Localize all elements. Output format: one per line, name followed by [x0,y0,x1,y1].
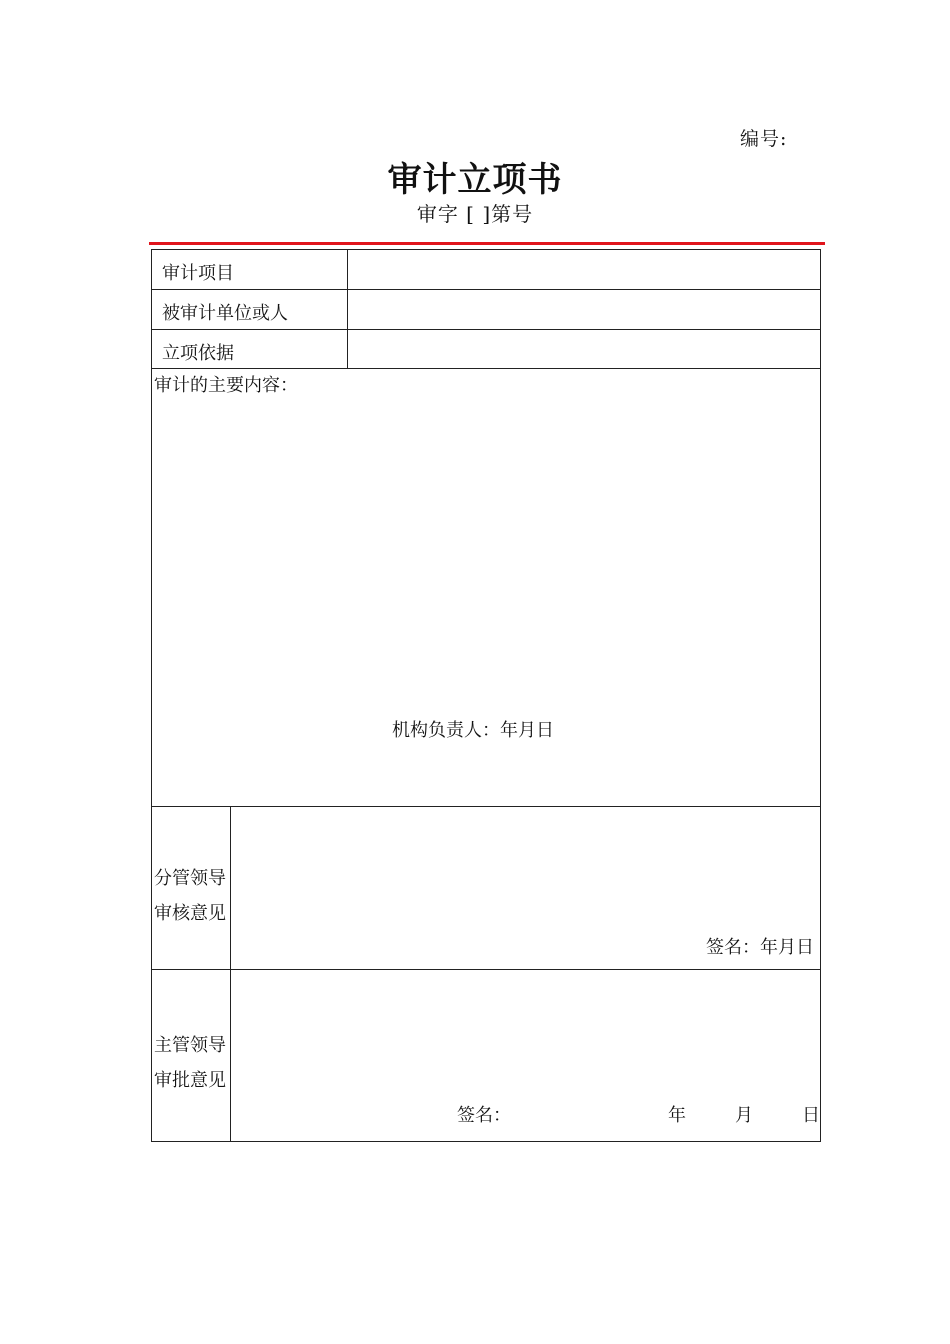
audited-unit-field[interactable] [348,290,820,329]
supervisor-opinion-label-line2: 审核意见 [154,903,226,924]
audit-form-table [151,249,821,1142]
opinion-column-divider [230,806,231,1141]
director-sign-month: 月 [735,1105,753,1126]
label-column-divider [347,250,348,368]
main-content-label: 审计的主要内容： [154,375,298,396]
director-opinion-field[interactable] [232,970,820,1098]
supervisor-signature: 签名：年月日 [706,937,814,958]
director-opinion-label-line2: 审批意见 [154,1070,226,1091]
audited-unit-label: 被审计单位或人 [162,303,288,324]
main-content-field[interactable] [152,395,820,705]
project-basis-field[interactable] [348,330,820,368]
supervisor-opinion-field[interactable] [232,807,820,927]
audit-project-label: 审计项目 [162,263,234,284]
director-sign-label: 签名： [457,1105,511,1126]
row-divider [152,368,820,369]
document-number: 审字 [ ]第号 [416,202,534,226]
director-sign-day: 日 [802,1105,820,1126]
serial-number-label: 编号: [740,128,788,150]
director-sign-year: 年 [668,1105,686,1126]
header-divider [149,242,825,245]
supervisor-opinion-label-line1: 分管领导 [154,868,226,889]
document-title: 审计立项书 [387,160,563,200]
director-opinion-label-line1: 主管领导 [154,1035,226,1056]
project-basis-label: 立项依据 [162,343,234,364]
institution-head-signature: 机构负责人：年月日 [392,720,554,741]
audit-project-field[interactable] [348,250,820,289]
